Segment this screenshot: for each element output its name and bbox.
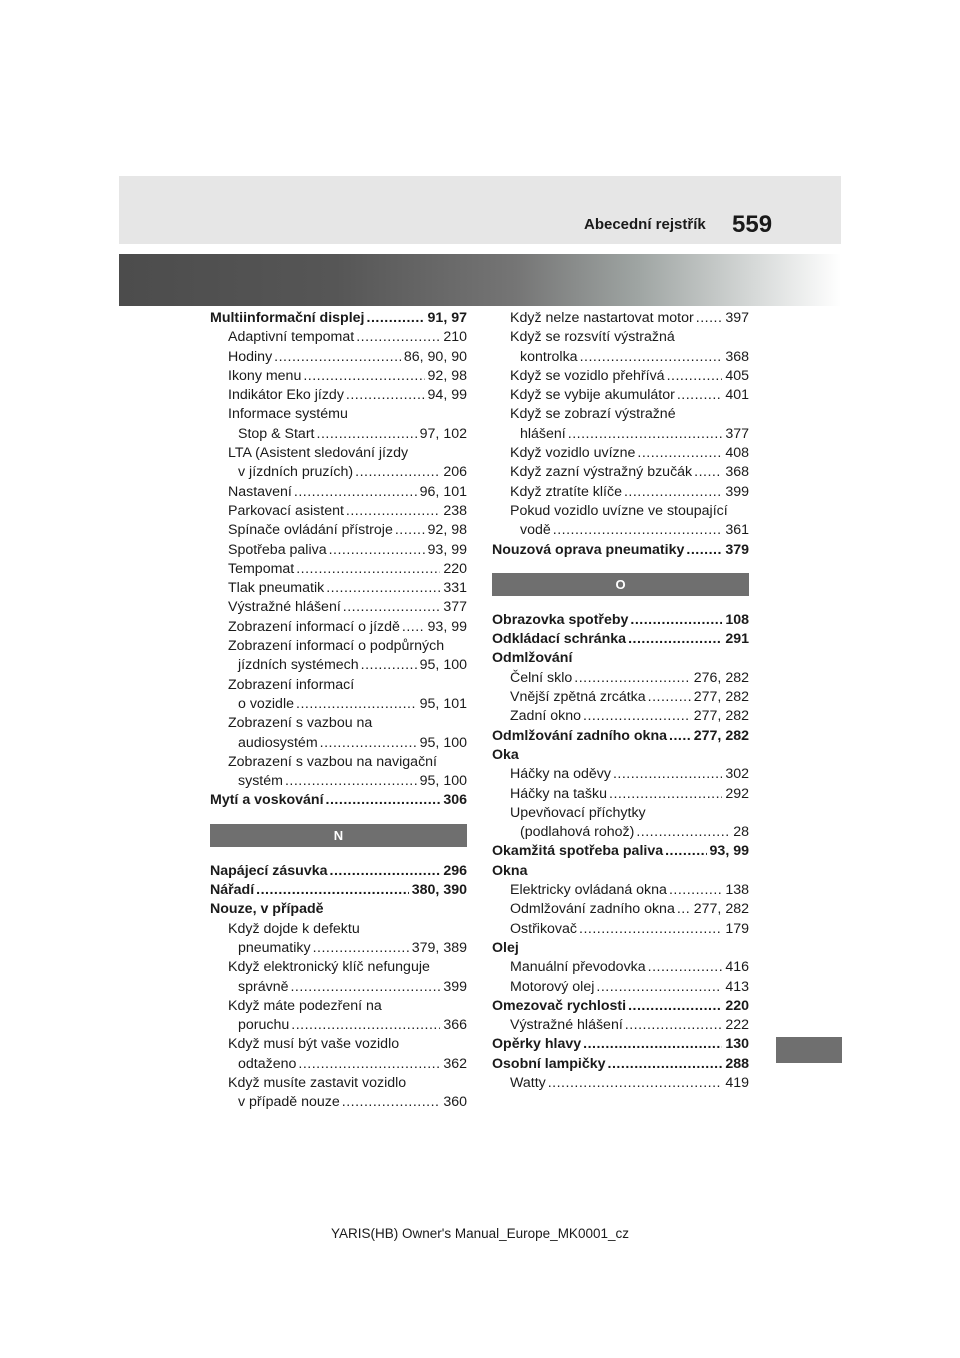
index-entry-label: Když nelze nastartovat motor <box>510 310 694 326</box>
index-entry-pages[interactable]: 368 <box>725 464 749 481</box>
dot-leader <box>625 1016 723 1035</box>
index-entry <box>492 920 749 939</box>
index-entry-continuation <box>210 900 467 919</box>
index-entry-continuation <box>492 649 749 668</box>
dot-leader <box>298 1055 440 1074</box>
dot-leader <box>669 881 722 900</box>
index-entry-pages[interactable]: 306 <box>443 792 467 809</box>
index-entry-label: Když máte podezření na <box>228 997 382 1014</box>
index-entry-label: Čelní sklo <box>510 669 573 686</box>
index-entry-pages[interactable]: 277, 282 <box>693 708 749 725</box>
index-entry-continuation <box>210 676 467 695</box>
dot-leader <box>346 502 440 521</box>
index-entry-pages[interactable]: 210 <box>443 329 467 346</box>
index-entry-label: vodě <box>520 522 551 539</box>
index-entry-pages[interactable]: 91, 97 <box>427 310 467 326</box>
index-entry-pages[interactable]: 362 <box>443 1055 467 1072</box>
index-entry-label: Nouzová oprava pneumatiky <box>492 541 685 558</box>
index-entry <box>492 1035 749 1054</box>
index-entry-label: Spínače ovládání přístroje <box>228 522 393 539</box>
index-entry-pages[interactable]: 108 <box>725 611 749 628</box>
index-entry-label: Spotřeba paliva <box>228 541 327 558</box>
index-entry-continuation <box>492 328 749 347</box>
index-entry-pages[interactable]: 408 <box>725 445 749 462</box>
index-entry-pages[interactable]: 399 <box>725 483 749 500</box>
index-entry-continuation <box>210 958 467 977</box>
dot-leader <box>628 630 722 649</box>
index-entry <box>492 1016 749 1035</box>
index-entry-pages[interactable]: 302 <box>725 766 749 783</box>
dot-leader <box>256 881 409 900</box>
index-entry-pages[interactable]: 377 <box>443 599 467 616</box>
index-entry <box>492 978 749 997</box>
index-entry-pages[interactable]: 130 <box>725 1036 749 1053</box>
index-entry <box>492 1074 749 1093</box>
index-entry <box>492 444 749 463</box>
index-entry-continuation <box>210 920 467 939</box>
dot-leader <box>596 978 722 997</box>
index-entry <box>492 611 749 630</box>
index-entry <box>210 463 467 482</box>
index-entry-pages[interactable]: 288 <box>725 1055 749 1072</box>
index-entry-label: pneumatiky <box>238 939 311 956</box>
index-entry-label: Okna <box>492 862 528 879</box>
index-entry-pages[interactable]: 416 <box>725 959 749 976</box>
index-entry-pages[interactable]: 277, 282 <box>693 727 749 744</box>
page-number: 559 <box>732 211 773 238</box>
dot-leader <box>290 978 440 997</box>
index-entry <box>492 707 749 726</box>
index-entry <box>492 823 749 842</box>
index-entry-pages[interactable]: 397 <box>725 310 749 326</box>
index-entry <box>210 502 467 521</box>
index-entry-label: Upevňovací příchytky <box>510 804 646 821</box>
index-entry-continuation <box>210 405 467 424</box>
index-entry-label: Zobrazení informací o podpůrných <box>228 638 445 655</box>
index-entry-label: Když se vybije akumulátor <box>510 387 675 404</box>
index-entry <box>492 483 749 502</box>
index-entry-continuation <box>492 862 749 881</box>
index-entry <box>492 541 749 560</box>
letter-heading: O <box>492 573 749 596</box>
index-entry-continuation <box>210 997 467 1016</box>
index-entry-label: v jízdních pruzích) <box>238 464 354 481</box>
header-gradient-bar <box>119 254 841 306</box>
dot-leader <box>568 425 723 444</box>
index-entry <box>210 1093 467 1112</box>
index-entry-label: Když se vozidlo přehřívá <box>510 367 665 384</box>
index-entry-continuation <box>492 804 749 823</box>
index-entry-label: Zobrazení informací <box>228 676 355 693</box>
index-entry-label: Nouze, v případě <box>210 901 324 918</box>
index-entry <box>492 997 749 1016</box>
index-entry-label: Oka <box>492 746 519 763</box>
index-entry-pages[interactable]: 138 <box>725 882 749 899</box>
dot-leader <box>356 328 440 347</box>
index-entry <box>210 598 467 617</box>
dot-leader <box>395 521 425 540</box>
index-entry <box>492 463 749 482</box>
dot-leader <box>346 386 425 405</box>
index-entry-label: Odmlžování zadního okna <box>492 727 667 744</box>
section-title: Abecední rejstřík <box>584 216 706 233</box>
index-entry-label: Když musíte zastavit vozidlo <box>228 1074 407 1091</box>
index-entry-continuation <box>210 753 467 772</box>
index-entry-label: Parkovací asistent <box>228 502 344 519</box>
dot-leader <box>608 1055 723 1074</box>
index-entry-pages[interactable]: 360 <box>443 1094 467 1111</box>
dot-leader <box>624 483 722 502</box>
dot-leader <box>677 900 691 919</box>
dot-leader <box>296 695 417 714</box>
index-entry-label: Okamžitá spotřeba paliva <box>492 843 664 860</box>
index-entry-pages[interactable]: 86, 90, 90 <box>403 348 467 365</box>
index-entry <box>492 900 749 919</box>
dot-leader <box>637 444 722 463</box>
index-entry-label: Elektricky ovládaná okna <box>510 882 667 899</box>
index-entry-pages[interactable]: 405 <box>725 367 749 384</box>
dot-leader <box>628 997 722 1016</box>
index-entry-label: Napájecí zásuvka <box>210 862 328 879</box>
index-entry-label: Omezovač rychlosti <box>492 997 627 1014</box>
index-entry-label: správně <box>238 978 289 995</box>
dot-leader <box>609 785 722 804</box>
index-entry-label: Když elektronický klíč nefunguje <box>228 959 430 976</box>
index-entry-label: Mytí a voskování <box>210 792 324 809</box>
index-entry <box>492 669 749 688</box>
dot-leader <box>329 541 425 560</box>
index-entry-pages[interactable]: 380, 390 <box>411 882 467 899</box>
index-entry-pages[interactable]: 92, 98 <box>427 522 467 539</box>
index-entry-pages[interactable]: 291 <box>725 631 749 648</box>
index-entry-label: Zobrazení informací o jízdě <box>228 618 400 635</box>
index-entry-label: odtaženo <box>238 1055 297 1072</box>
index-entry-label: hlášení <box>520 425 566 442</box>
index-entry-label: Obrazovka spotřeby <box>492 611 629 628</box>
index-entry-pages[interactable]: 277, 282 <box>693 901 749 918</box>
index-entry-pages[interactable]: 96, 101 <box>419 483 467 500</box>
index-entry-continuation <box>210 1074 467 1093</box>
dot-leader <box>694 463 722 482</box>
dot-leader <box>317 425 417 444</box>
index-entry-pages[interactable]: 296 <box>443 862 467 879</box>
index-entry-continuation <box>210 1035 467 1054</box>
dot-leader <box>548 1074 723 1093</box>
dot-leader <box>326 579 440 598</box>
index-entry-pages[interactable]: 95, 100 <box>419 773 467 790</box>
index-entry-label: o vozidle <box>238 695 294 712</box>
index-entry-label: Pokud vozidlo uvízne ve stoupající <box>510 502 728 519</box>
dot-leader <box>583 707 691 726</box>
index-entry-continuation <box>210 444 467 463</box>
dot-leader <box>580 348 723 367</box>
index-entry-label: Zobrazení s vazbou na navigační <box>228 753 438 770</box>
index-entry <box>492 386 749 405</box>
index-entry <box>210 386 467 405</box>
index-entry <box>210 348 467 367</box>
index-entry-label: Když dojde k defektu <box>228 920 360 937</box>
index-entry-label: Watty <box>510 1074 546 1091</box>
index-entry-label: Háčky na tašku <box>510 785 607 802</box>
index-entry-pages[interactable]: 28 <box>733 824 749 841</box>
dot-leader <box>274 348 401 367</box>
index-entry-continuation <box>492 502 749 521</box>
index-entry-pages[interactable]: 413 <box>725 978 749 995</box>
index-entry-label: Když musí být vaše vozidlo <box>228 1036 400 1053</box>
index-entry-label: Tempomat <box>228 560 295 577</box>
dot-leader <box>313 939 409 958</box>
index-entry-pages[interactable]: 220 <box>725 997 749 1014</box>
index-entry <box>492 630 749 649</box>
index-entry <box>210 772 467 791</box>
index-entry-pages[interactable]: 95, 100 <box>419 734 467 751</box>
index-entry-label: Osobní lampičky <box>492 1055 606 1072</box>
index-entry-pages[interactable]: 276, 282 <box>693 669 749 686</box>
index-entry-pages[interactable]: 361 <box>725 522 749 539</box>
index-entry-continuation <box>492 746 749 765</box>
dot-leader <box>294 483 417 502</box>
index-entry-label: Když zazní výstražný bzučák <box>510 464 693 481</box>
index-entry <box>210 521 467 540</box>
index-entry-label: Zadní okno <box>510 708 581 725</box>
index-entry <box>210 560 467 579</box>
index-entry-label: Tlak pneumatik <box>228 580 325 597</box>
index-entry <box>210 939 467 958</box>
index-entry <box>492 727 749 746</box>
dot-leader <box>367 309 425 328</box>
index-entry <box>492 958 749 977</box>
index-entry-label: Když se zobrazí výstražné <box>510 406 676 423</box>
index-entry-label: Když se rozsvítí výstražná <box>510 329 675 346</box>
index-entry-label: kontrolka <box>520 348 578 365</box>
index-entry-label: systém <box>238 773 283 790</box>
dot-leader <box>667 367 723 386</box>
index-entry-label: Háčky na oděvy <box>510 766 611 783</box>
index-entry-label: Nářadí <box>210 882 255 899</box>
index-entry-label: Když ztratíte klíče <box>510 483 622 500</box>
dot-leader <box>285 772 417 791</box>
index-entry-label: LTA (Asistent sledování jízdy <box>228 445 409 462</box>
dot-leader <box>648 688 691 707</box>
index-column-right <box>492 309 749 1093</box>
index-entry-label: v případě nouze <box>238 1094 340 1111</box>
index-entry <box>210 791 467 810</box>
index-entry-label: Adaptivní tempomat <box>228 329 355 346</box>
index-entry-pages[interactable]: 93, 99 <box>709 843 749 860</box>
index-entry <box>210 862 467 881</box>
index-entry-continuation <box>210 637 467 656</box>
dot-leader <box>303 367 424 386</box>
index-entry <box>210 309 467 328</box>
index-entry-label: Motorový olej <box>510 978 595 995</box>
index-entry-label: Odkládací schránka <box>492 631 627 648</box>
index-entry-pages[interactable]: 238 <box>443 502 467 519</box>
index-entry-label: Výstražné hlášení <box>510 1017 623 1034</box>
dot-leader <box>330 862 441 881</box>
index-entry-label: Informace systému <box>228 406 348 423</box>
index-entry-pages[interactable]: 366 <box>443 1017 467 1034</box>
index-entry <box>492 1055 749 1074</box>
dot-leader <box>355 463 440 482</box>
index-entry-label: Ikony menu <box>228 367 302 384</box>
index-entry <box>210 978 467 997</box>
dot-leader <box>296 560 440 579</box>
dot-leader <box>648 958 723 977</box>
index-entry-label: Olej <box>492 939 519 956</box>
index-entry-label: poruchu <box>238 1017 290 1034</box>
index-entry <box>210 618 467 637</box>
index-entry-pages[interactable]: 222 <box>725 1017 749 1034</box>
index-entry-pages[interactable]: 220 <box>443 560 467 577</box>
index-entry <box>492 842 749 861</box>
index-entry-pages[interactable]: 94, 99 <box>427 387 467 404</box>
index-entry-pages[interactable]: 95, 100 <box>419 657 467 674</box>
index-entry <box>210 541 467 560</box>
dot-leader <box>326 791 441 810</box>
index-entry <box>210 328 467 347</box>
index-entry-label: Když vozidlo uvízne <box>510 445 636 462</box>
index-entry-label: Hodiny <box>228 348 273 365</box>
index-entry <box>210 1055 467 1074</box>
index-entry-label: Multiinformační displej <box>210 310 365 326</box>
dot-leader <box>402 618 425 637</box>
index-entry-label: Manuální převodovka <box>510 959 646 976</box>
index-entry <box>492 309 749 328</box>
dot-leader <box>677 386 723 405</box>
index-entry-pages[interactable]: 399 <box>443 978 467 995</box>
dot-leader <box>636 823 730 842</box>
index-entry-label: Vnější zpětná zrcátka <box>510 689 646 706</box>
dot-leader <box>613 765 722 784</box>
index-entry-label: Opěrky hlavy <box>492 1036 582 1053</box>
index-entry-continuation <box>492 405 749 424</box>
index-entry-pages[interactable]: 368 <box>725 348 749 365</box>
footer-manual-id: YARIS(HB) Owner's Manual_Europe_MK0001_cz <box>331 1226 629 1241</box>
dot-leader <box>342 1093 441 1112</box>
index-entry <box>492 881 749 900</box>
index-entry-label: Stop & Start <box>238 425 315 442</box>
chapter-side-tab <box>776 1037 842 1063</box>
index-entry <box>210 656 467 675</box>
index-entry-pages[interactable]: 331 <box>443 580 467 597</box>
index-entry-label: Nastavení <box>228 483 292 500</box>
letter-heading: N <box>210 824 467 847</box>
index-entry-pages[interactable]: 401 <box>725 387 749 404</box>
index-entry-label: Odmlžování zadního okna <box>510 901 675 918</box>
index-entry <box>492 688 749 707</box>
index-entry <box>492 367 749 386</box>
index-entry <box>210 734 467 753</box>
index-entry-pages[interactable]: 179 <box>725 920 749 937</box>
index-entry-label: (podlahová rohož) <box>520 824 635 841</box>
index-entry-pages[interactable]: 97, 102 <box>419 425 467 442</box>
index-entry-pages[interactable]: 419 <box>725 1074 749 1091</box>
index-entry-pages[interactable]: 379 <box>725 541 749 558</box>
index-entry <box>210 425 467 444</box>
index-entry <box>210 483 467 502</box>
index-entry-pages[interactable]: 92, 98 <box>427 367 467 384</box>
dot-leader <box>669 727 691 746</box>
index-entry <box>210 695 467 714</box>
index-entry <box>492 765 749 784</box>
dot-leader <box>320 734 417 753</box>
index-entry-pages[interactable]: 93, 99 <box>427 618 467 635</box>
index-entry <box>210 579 467 598</box>
index-entry-continuation <box>210 714 467 733</box>
dot-leader <box>343 598 441 617</box>
dot-leader <box>553 521 723 540</box>
dot-leader <box>291 1016 440 1035</box>
index-entry-pages[interactable]: 206 <box>443 464 467 481</box>
index-entry-label: Zobrazení s vazbou na <box>228 715 373 732</box>
dot-leader <box>665 842 706 861</box>
dot-leader <box>630 611 722 630</box>
index-entry-label: audiosystém <box>238 734 318 751</box>
index-entry <box>210 881 467 900</box>
index-entry <box>210 1016 467 1035</box>
index-entry <box>492 425 749 444</box>
index-entry-label: Indikátor Eko jízdy <box>228 387 344 404</box>
index-entry-pages[interactable]: 292 <box>725 785 749 802</box>
index-entry-pages[interactable]: 379, 389 <box>411 939 467 956</box>
dot-leader <box>696 309 723 328</box>
index-entry-label: Odmlžování <box>492 650 573 667</box>
index-entry-pages[interactable]: 95, 101 <box>419 695 467 712</box>
index-entry <box>492 785 749 804</box>
dot-leader <box>361 656 417 675</box>
index-entry-label: Ostřikovač <box>510 920 578 937</box>
index-entry-label: jízdních systémech <box>238 657 359 674</box>
index-entry-pages[interactable]: 93, 99 <box>427 541 467 558</box>
index-entry <box>210 367 467 386</box>
dot-leader <box>574 669 690 688</box>
index-entry-continuation <box>492 939 749 958</box>
index-column-left <box>210 309 467 1113</box>
index-entry <box>492 348 749 367</box>
dot-leader <box>583 1035 722 1054</box>
index-entry-label: Výstražné hlášení <box>228 599 341 616</box>
dot-leader <box>686 541 722 560</box>
index-entry-pages[interactable]: 377 <box>725 425 749 442</box>
dot-leader <box>579 920 722 939</box>
index-entry-pages[interactable]: 277, 282 <box>693 689 749 706</box>
index-entry <box>492 521 749 540</box>
